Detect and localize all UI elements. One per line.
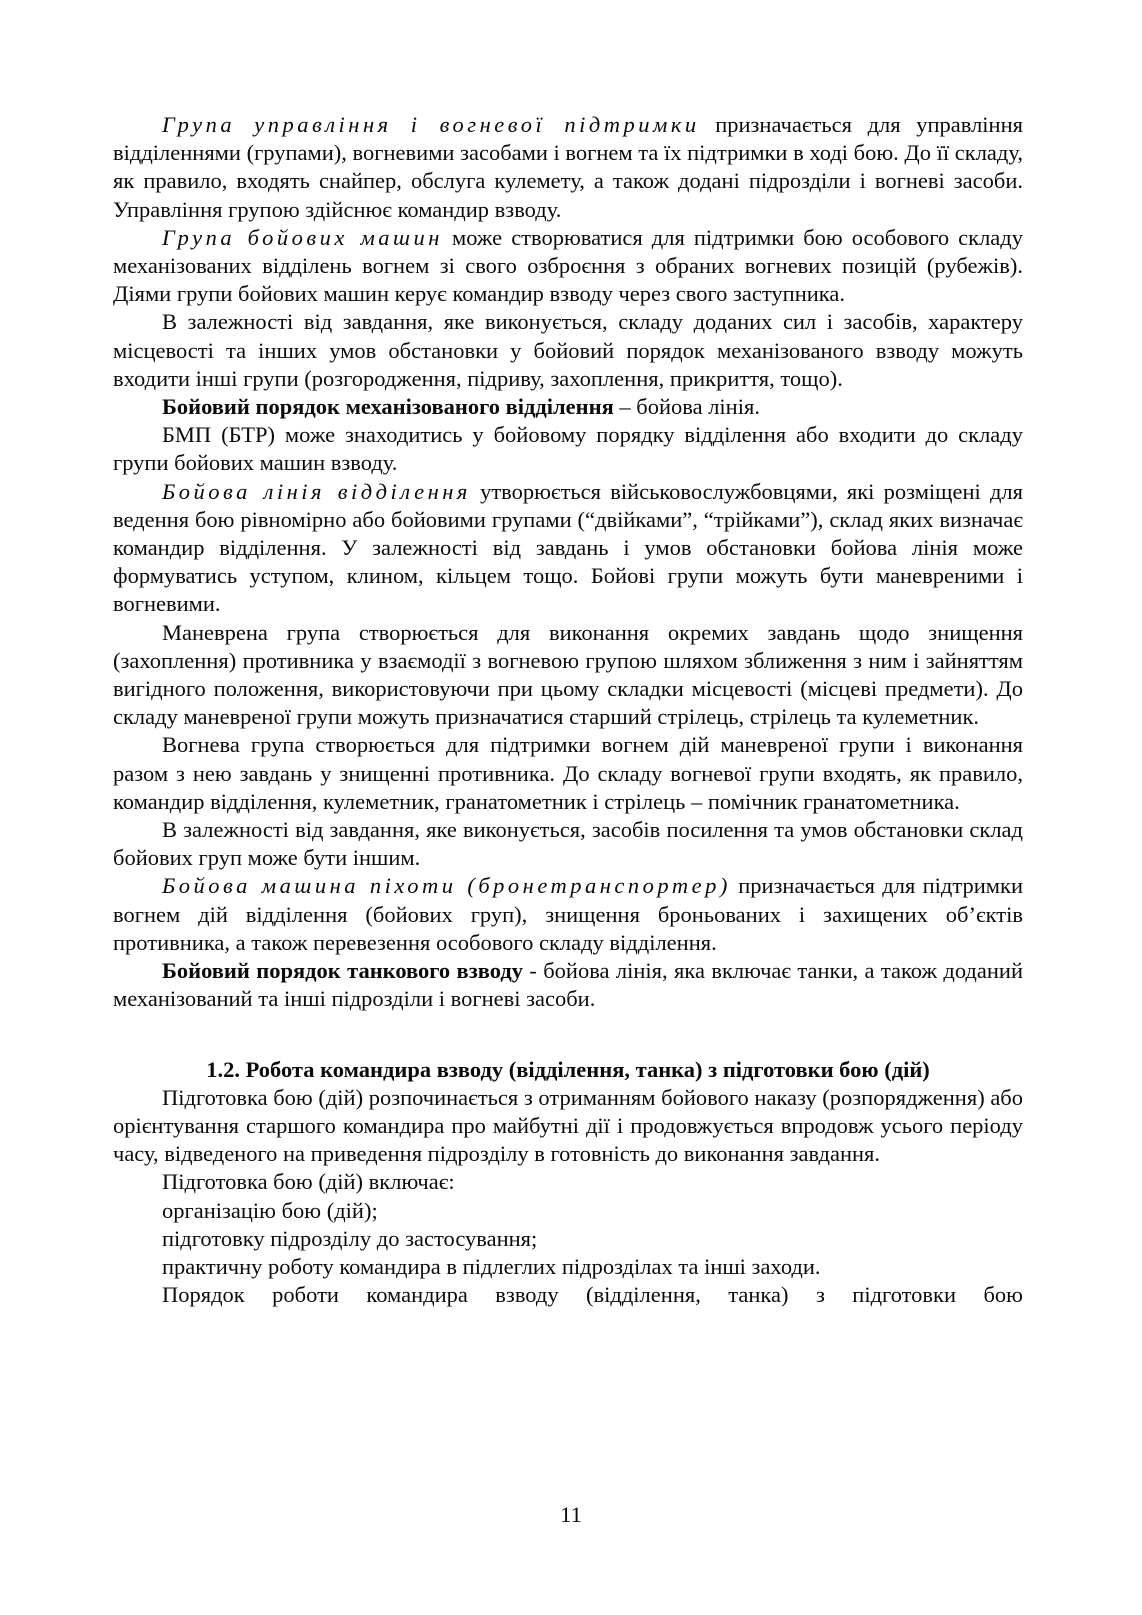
paragraph — [113, 421, 1023, 477]
paragraph-text: Підготовка бою (дій) включає: — [162, 1169, 455, 1195]
paragraph-text: - бойова лінія, яка включає танки, а також доданий механізований та інші підрозділи і вогневі засоби. — [113, 958, 1023, 1012]
paragraph-lead-italic: Група бойових машин — [162, 224, 443, 250]
paragraph-text: призначається для управління відділеннями (групами), вогневими засобами і вогнем та їх підтримки в ході бою. До її складу, як правило, входять снайпер, обслуга кулемету, а також додані підрозділи і вогневі засоби. Управління групою здійснює командир взводу. — [113, 112, 1023, 222]
paragraph — [113, 816, 1023, 872]
paragraph-text: підготовку підрозділу до застосування; — [162, 1225, 538, 1251]
paragraph-text: Маневрена група створюється для виконання окремих завдань щодо знищення (захоплення) противника у взаємодії з вогневою групою шляхом зближення з ним і зайняттям вигідного положення, використовуючи при цьому складки місцевості (місцеві предмети). До складу маневреної групи можуть призначатися старший стрілець, стрілець та кулеметник. — [113, 619, 1023, 730]
paragraph — [113, 1168, 1023, 1196]
document-body — [113, 111, 1023, 1309]
paragraph — [113, 619, 1023, 732]
paragraph — [113, 957, 1023, 1013]
paragraph-text: – бойова лінія. — [613, 394, 760, 420]
paragraph-text: призначається для підтримки вогнем дій відділення (бойових груп), знищення броньованих і захищених об’єктів противника, а також перевезення особового складу відділення. — [113, 873, 1023, 955]
paragraph-lead-bold: Бойовий порядок танкового взводу — [162, 958, 523, 984]
paragraph-text: Порядок роботи командира взводу (відділення, танка) з підготовки бою — [162, 1282, 1023, 1308]
paragraph — [113, 478, 1023, 619]
paragraph — [113, 1084, 1023, 1169]
paragraph-text: утворюється військовослужбовцями, які розміщені для ведення бою рівномірно або бойовими групами (“двійками”, “трійками”), склад яких визначає командир відділення. У залежності від завдань і умов обстановки бойова лінія може формуватись уступом, клином, кільцем тощо. Бойові групи можуть бути маневреними і вогневими. — [113, 478, 1023, 617]
paragraph — [113, 1253, 1023, 1281]
paragraph — [113, 1225, 1023, 1253]
paragraph — [113, 872, 1023, 957]
paragraph — [113, 1197, 1023, 1225]
paragraph-lead-italic: Бойова машина піхоти (бронетранспортер) — [162, 873, 731, 899]
paragraph-lead-italic: Бойова лінія відділення — [162, 478, 471, 504]
section-heading: 1.2. Робота командира взводу (відділення, танка) з підготовки бою (дій) — [206, 1056, 930, 1082]
paragraph-lead-italic: Група управління і вогневої підтримки — [162, 112, 700, 137]
paragraph-text: БМП (БТР) може знаходитись у бойовому порядку відділення або входити до складу групи бойових машин взводу. — [113, 422, 1023, 476]
paragraph — [113, 224, 1023, 309]
paragraph-text: В залежності від завдання, яке виконується, складу доданих сил і засобів, характеру місцевості та інших умов обстановки у бойовий порядок механізованого взводу можуть входити інші групи (розгородження, підриву, захоплення, прикриття, тощо). — [113, 309, 1023, 391]
paragraph-text: В залежності від завдання, яке виконується, засобів посилення та умов обстановки склад бойових груп може бути іншим. — [113, 817, 1023, 871]
paragraph — [113, 308, 1023, 393]
paragraph-text: організацію бою (дій); — [162, 1197, 378, 1223]
paragraph-text: практичну роботу командира в підлеглих підрозділах та інші заходи. — [162, 1253, 821, 1279]
paragraph-lead-bold: Бойовий порядок механізованого відділення — [162, 394, 614, 420]
paragraph — [113, 111, 1023, 224]
paragraph — [113, 1281, 1023, 1309]
paragraph-text: Вогнева група створюється для підтримки вогнем дій маневреної групи і виконання разом з нею завдань у знищенні противника. До складу вогневої групи входять, як правило, командир відділення, кулеметник, гранатометник і стрілець – помічник гранатометника. — [113, 732, 1023, 814]
paragraph — [113, 393, 1023, 421]
paragraph-text: Підготовка бою (дій) розпочинається з отриманням бойового наказу (розпорядження) або орієнтування старшого командира про майбутні дії і продовжується впродовж усього періоду часу, відведеного на приведення підрозділу в готовність до виконання завдання. — [113, 1084, 1023, 1167]
page-number: 11 — [560, 1502, 582, 1527]
paragraph-text: може створюватися для підтримки бою особового складу механізованих відділень вогнем зі свого озброєння з обраних вогневих позицій (рубежів). Діями групи бойових машин керує командир взводу через свого заступника. — [113, 224, 1023, 307]
paragraph — [113, 731, 1023, 816]
